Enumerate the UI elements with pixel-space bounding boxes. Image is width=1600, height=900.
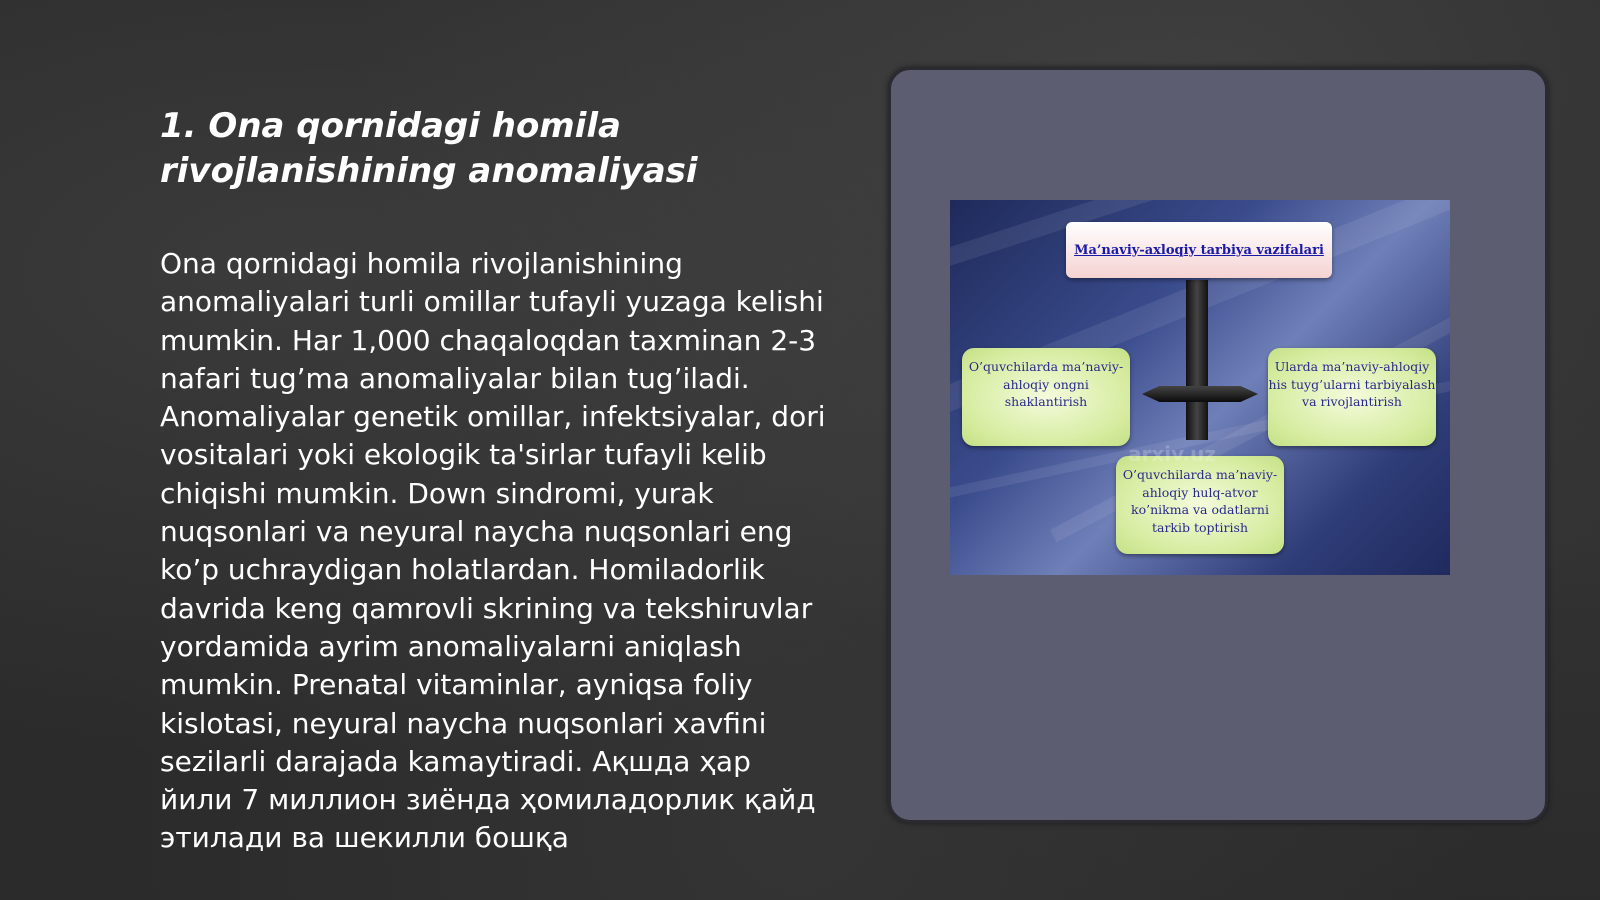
diagram-image	[950, 200, 1450, 575]
diagram-box-bottom: O’quvchilarda ma’naviy-ahloqiy hulq-atvor ko’nikma va odatlarni tarkib toptirish	[1116, 456, 1284, 554]
diagram-header: Ma’naviy-axloqiy tarbiya vazifalari	[1066, 222, 1332, 278]
diagram-box-right: Ularda ma’naviy-ahloqiy his tuyg’ularni tarbiyalash va rivojlantirish	[1268, 348, 1436, 446]
watermark: arxiv.uz	[1128, 442, 1216, 466]
connector-vertical	[1186, 280, 1208, 440]
slide-title: 1. Ona qornidagi homila rivojlanishining anomaliyasi	[160, 106, 698, 191]
slide-body-text: Ona qornidagi homila rivojlanishining anomaliyalari turli omillar tufayli yuzaga kelishi mumkin. Har 1,000 chaqaloqdan taxminan 2-3 nafari tug’ma anomaliyalar bilan tug’iladi. Anomaliyalar genetik omillar, infektsiyalar, dori vositalari yoki ekologik ta'sirlar tufayli kelib chiqishi mumkin. Down sindromi, yurak nuqsonlari va neyural naycha nuqsonlari eng ko’p uchraydigan holatlardan. Homiladorlik davrida keng qamrovli skrining va tekshiruvlar yordamida ayrim anomaliyalarni aniqlash mumkin. Prenatal vitaminlar, ayniqsa foliy kislotasi, neyural naycha nuqsonlari xavfini sezilarli darajada kamaytiradi. Ақшда ҳар йили 7 миллион зиёнда ҳомиладорлик қайд этилади ва шекилли бошқа	[160, 247, 826, 855]
connector-horizontal	[1142, 386, 1258, 402]
diagram-box-left: O’quvchilarda ma’naviy-ahloqiy ongni shaklantirish	[962, 348, 1130, 446]
